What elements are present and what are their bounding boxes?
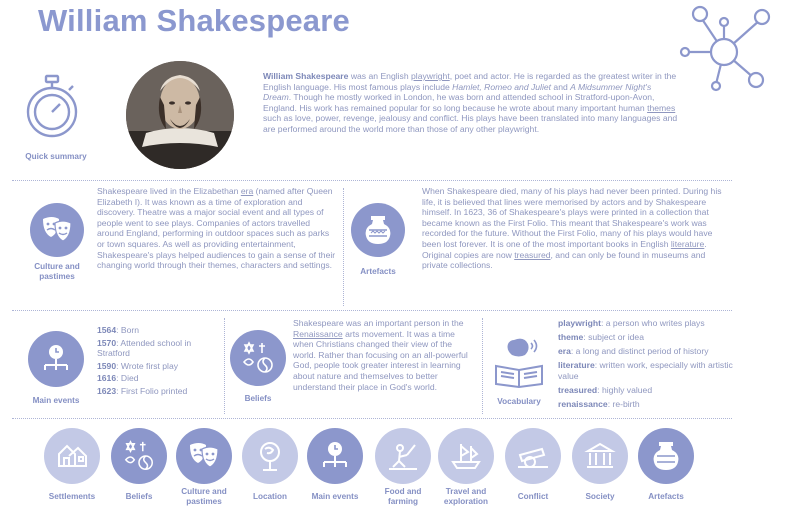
event-text: : Born	[116, 325, 140, 335]
summary-text-2: , poet and actor. He is regarded as the greatest writer in the English language. His most famous plays include	[263, 71, 677, 92]
artefacts-text-3: , and can only be found in museums and private collections.	[422, 249, 706, 271]
culture-text-1: Shakespeare lived in the Elizabethan	[97, 186, 241, 196]
culture-label: Culture and pastimes	[34, 262, 80, 281]
renaissance-link[interactable]: Renaissance	[293, 328, 343, 339]
vocab-term: renaissance	[558, 398, 608, 409]
event-year: 1570	[97, 337, 117, 348]
page-title: William Shakespeare	[38, 3, 350, 38]
nav-label: Artefacts	[648, 492, 684, 501]
treasured-link[interactable]: treasured	[514, 249, 551, 260]
culture-text-2: (named after Queen Elizabeth I). It was known as a time of exploration and discovery. Theatre was a major social event and all types of people went to see plays. Companies of actors travelled around England, performing in outdoor spaces such as parks or town squares. As well as providing entertainment, Shakespeare's plays helped audiences to gain a sense of their changing world through their themes, characters and settings.	[97, 186, 336, 271]
vocab-definition: : re-birth	[607, 398, 640, 409]
vocab-definition: : a person who writes plays	[600, 318, 705, 328]
artefacts-text-2: . Original copies are now	[422, 238, 707, 260]
vocabulary-list	[558, 318, 736, 413]
main-events-list	[97, 325, 222, 397]
quick-summary-label: Quick summary	[25, 152, 87, 161]
main-events-icon	[319, 440, 351, 472]
location-icon	[255, 440, 285, 472]
main-events-label: Main events	[32, 396, 80, 405]
vocab-term: theme	[558, 331, 584, 342]
nav-label: Food and farming	[384, 487, 422, 506]
artefacts-label: Artefacts	[360, 267, 396, 276]
vocab-term: playwright	[558, 318, 601, 328]
era-link[interactable]: era	[240, 186, 254, 196]
main-events-icon	[40, 343, 72, 375]
theatre-masks-icon	[187, 441, 221, 471]
nav-label: Conflict	[517, 492, 549, 501]
playwright-link[interactable]: playwright	[411, 71, 450, 81]
nav-label: Beliefs	[125, 492, 153, 501]
divider	[224, 318, 225, 414]
divider	[12, 418, 732, 419]
vocabulary-icon	[492, 336, 546, 388]
vocab-definition: : a long and distinct period of history	[570, 345, 709, 356]
event-text: : Wrote first play	[116, 360, 179, 371]
beliefs-label: Beliefs	[244, 394, 272, 403]
beliefs-text-1: Shakespeare was an important person in the	[293, 318, 464, 328]
artefacts-text-1: When Shakespeare died, many of his plays had never been printed. During his life, it is believed that lines were memorised by actors and by Shakespeare himself. In 1623, 36 of Shakespeare's plays were printed in a collection that became known as the First Folio. This meant that Shakespeare's work was recorded for the future. Without the First Folio, many of his plays would have been lost forever. It is one of the most important books in English	[422, 186, 722, 249]
artefacts-icon-circle	[351, 203, 405, 257]
nav-society[interactable]	[570, 428, 630, 508]
stopwatch-icon	[24, 74, 80, 140]
nav-label: Travel and exploration	[443, 487, 489, 506]
divider	[12, 310, 732, 311]
nav-main-events[interactable]	[305, 428, 365, 508]
literature-link[interactable]: literature	[670, 238, 705, 249]
beliefs-text	[293, 318, 473, 392]
nav-settlements[interactable]	[42, 428, 102, 508]
beliefs-icon	[122, 439, 156, 473]
artefacts-text	[422, 186, 722, 271]
beliefs-icon	[240, 340, 276, 376]
nav-artefacts[interactable]	[636, 428, 696, 508]
quick-summary-text	[263, 71, 681, 135]
culture-text	[97, 186, 337, 271]
vocab-definition: : highly valued	[597, 384, 653, 395]
vase-icon	[651, 440, 681, 472]
event-text: : First Folio printed	[116, 385, 188, 396]
nav-label: Society	[585, 492, 615, 501]
vocab-term: era	[558, 345, 571, 356]
beliefs-icon-circle	[230, 330, 286, 386]
themes-link[interactable]: themes	[647, 102, 676, 113]
divider	[482, 318, 483, 414]
event-year: 1623	[97, 385, 117, 396]
nav-label: Location	[252, 492, 288, 501]
divider	[343, 188, 344, 306]
event-year: 1564	[97, 325, 117, 335]
main-events-icon-circle	[28, 331, 84, 387]
society-icon	[584, 441, 616, 471]
event-year: 1590	[97, 360, 117, 371]
nav-conflict[interactable]	[503, 428, 563, 508]
culture-icon-circle	[30, 203, 84, 257]
beliefs-text-2: arts movement. It was a time when Christians changed their view of the world. Rather than focusing on an all-powerful God, people took greater interest in learning about nature and themselves to better understand their place in God's world.	[293, 328, 468, 392]
nav-beliefs[interactable]	[109, 428, 169, 508]
event-text: : Attended school in Stratford	[97, 337, 192, 359]
nav-label: Culture and pastimes	[181, 487, 227, 506]
ship-icon	[449, 440, 483, 472]
vocab-term: literature	[558, 359, 595, 370]
summary-name: William Shakespeare	[263, 71, 349, 81]
vocab-term: treasured	[558, 384, 598, 395]
vase-icon	[363, 214, 393, 246]
theatre-masks-icon	[40, 215, 74, 245]
vocab-definition: : written work, especially with artistic value	[558, 359, 733, 381]
summary-text-4: . Though he mostly worked in London, he was born and attended school in Stratford-upon-Avon, England. His work has remained popular for so long because he wrote about many important human	[263, 92, 655, 113]
summary-text-5: such as love, power, revenge, jealousy and conflict. His plays have been translated into many languages and are performed around the world more than those of any other playwright.	[263, 113, 678, 134]
summary-text-1: was an English	[348, 71, 412, 81]
play-titles-2: A Midsummer Night's Dream	[263, 81, 652, 103]
event-year: 1616	[97, 373, 117, 384]
play-titles-1: Hamlet, Romeo and Juliet	[452, 81, 552, 92]
food-farming-icon	[387, 441, 419, 471]
settlements-icon	[56, 442, 88, 470]
nav-label: Main events	[311, 492, 359, 501]
network-icon	[676, 2, 776, 94]
divider	[12, 180, 732, 181]
vocabulary-label: Vocabulary	[497, 397, 541, 406]
vocab-definition: : subject or idea	[583, 331, 644, 342]
shakespeare-portrait	[126, 61, 234, 169]
nav-travel-and-exploration[interactable]	[434, 428, 498, 508]
nav-label: Settlements	[48, 492, 96, 501]
summary-text-3: and	[551, 81, 571, 92]
cannon-icon	[516, 443, 550, 469]
nav-location[interactable]	[240, 428, 300, 508]
event-text: : Died	[116, 373, 139, 384]
nav-food-and-farming[interactable]	[372, 428, 434, 508]
nav-culture-and-pastimes[interactable]	[173, 428, 235, 508]
